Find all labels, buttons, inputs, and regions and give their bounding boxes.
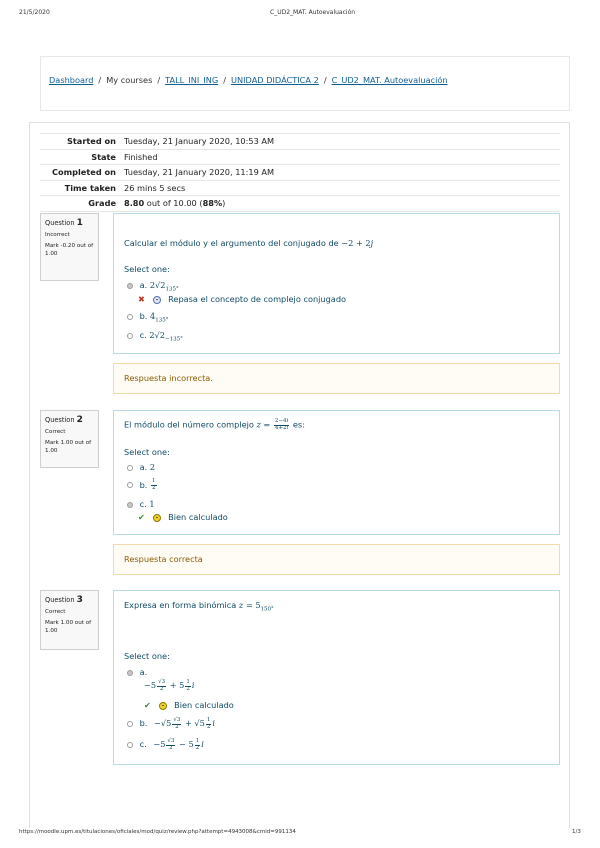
x-mark-icon: ✖	[138, 294, 145, 304]
summary-value: Tuesday, 21 January 2020, 11:19 AM	[120, 165, 560, 181]
summary-label: Completed on	[40, 165, 120, 181]
question-1-option-feedback	[138, 294, 346, 304]
grade-close: )	[222, 198, 226, 209]
question-3-option-feedback	[144, 700, 234, 710]
radio-button[interactable]	[127, 742, 133, 748]
happy-face-icon	[153, 514, 161, 522]
print-title: C_UD2_MAT. Autoevaluación	[270, 9, 356, 16]
breadcrumb	[49, 75, 448, 85]
option-letter: a.	[139, 280, 148, 290]
breadcrumb-separator: /	[98, 75, 102, 85]
question-number-value: 3	[76, 595, 83, 605]
summary-label: Time taken	[40, 180, 120, 196]
summary-label: Grade	[40, 196, 120, 212]
feedback-text: Respuesta correcta	[124, 554, 203, 564]
question-2-content	[113, 410, 560, 535]
option-b-formula: $\frac{1}{2}$	[152, 478, 156, 491]
summary-label: State	[40, 149, 120, 165]
select-one-label: Select one:	[124, 447, 170, 457]
question-number	[45, 415, 94, 425]
question-state: Incorrect	[45, 232, 70, 238]
question-mark: Mark 1.00 out of 1.00	[45, 620, 92, 635]
question-2-general-feedback	[113, 544, 560, 575]
grade-percent: 88%	[202, 198, 223, 209]
question-3-formula: z	[238, 600, 244, 610]
question-2-info	[40, 410, 99, 468]
question-state: Correct	[45, 429, 66, 435]
summary-row-grade	[40, 196, 560, 212]
question-2-option-a[interactable]	[127, 462, 155, 472]
question-prefix: Question	[45, 596, 75, 604]
summary-row-time-taken	[40, 180, 560, 196]
radio-button[interactable]	[127, 502, 133, 508]
radio-button[interactable]	[127, 670, 133, 676]
happy-face-icon	[159, 702, 167, 710]
print-date: 21/5/2020	[19, 9, 50, 16]
summary-row-state	[40, 149, 560, 165]
summary-value: Tuesday, 21 January 2020, 10:53 AM	[120, 134, 560, 150]
question-1-info	[40, 213, 99, 281]
question-1-option-c[interactable]	[127, 330, 183, 343]
question-2-text: El módulo del número complejo z = $\frac{2-4i}{4+2i}$ es:	[124, 418, 305, 431]
check-mark-icon: ✔	[144, 700, 151, 710]
question-2-option-c[interactable]	[127, 499, 155, 509]
radio-button[interactable]	[127, 721, 133, 727]
radio-button[interactable]	[127, 314, 133, 320]
breadcrumb-course-link[interactable]: TALL_INI_ING	[165, 75, 219, 85]
feedback-text: Respuesta incorrecta.	[124, 373, 213, 383]
question-1-text	[124, 238, 373, 248]
question-2-option-feedback	[138, 512, 228, 522]
option-letter: b.	[139, 311, 148, 321]
question-1-formula: −2 + 2j	[341, 238, 374, 248]
question-number	[45, 218, 94, 228]
question-number-value: 1	[76, 218, 83, 228]
question-text: El módulo del número complejo	[124, 419, 254, 430]
option-feedback-text: Bien calculado	[174, 700, 234, 710]
option-b-formula: $4_{135^\circ}$	[150, 311, 169, 324]
breadcrumb-dashboard-link[interactable]: Dashboard	[49, 75, 94, 85]
print-url: https://moodle.upm.es/titulaciones/oficiales/mod/quiz/review.php?attempt=4943008&cmid=991134	[19, 829, 296, 835]
grade-out-of: out of 10.00 (	[144, 198, 203, 209]
question-text-end: es:	[292, 419, 305, 430]
grade-score: 8.80	[124, 198, 145, 209]
summary-row-started	[40, 134, 560, 150]
question-3-content	[113, 590, 560, 765]
select-one-label: Select one:	[124, 651, 170, 661]
option-c-formula: −5 $\frac{√3}{2}$ − 5 $\frac{1}{2}$ i	[153, 738, 204, 751]
option-feedback-text: Bien calculado	[168, 512, 228, 522]
question-number-value: 2	[76, 415, 83, 425]
question-1-content	[113, 213, 560, 354]
option-a-formula: $2√2_{135^\circ}$	[149, 280, 179, 293]
question-mark: Mark 1.00 out of 1.00	[45, 440, 92, 455]
breadcrumb-container	[40, 56, 570, 111]
option-letter: c.	[139, 499, 147, 509]
option-letter: a.	[139, 462, 148, 472]
question-text: Calcular el módulo y el argumento del conjugado de	[124, 238, 339, 248]
option-b-formula: −√5 $\frac{√3}{2}$ + √5 $\frac{1}{2}$ i	[154, 717, 215, 730]
option-letter: a.	[139, 667, 148, 677]
radio-button[interactable]	[127, 333, 133, 339]
breadcrumb-separator: /	[323, 75, 327, 85]
question-prefix: Question	[45, 416, 75, 424]
option-c-formula: $2√2_{-135^\circ}$	[149, 330, 183, 343]
breadcrumb-separator: /	[223, 75, 226, 85]
question-1-general-feedback	[113, 363, 560, 394]
summary-value: 26 mins 5 secs	[120, 180, 560, 196]
question-2-formula: z	[256, 419, 261, 430]
summary-row-completed	[40, 165, 560, 181]
question-mark: Mark -0.20 out of 1.00	[45, 243, 94, 258]
option-a-formula: 2	[149, 462, 156, 472]
question-state: Correct	[45, 609, 66, 615]
option-letter: b.	[139, 479, 148, 490]
question-number	[45, 595, 94, 605]
question-3-option-a[interactable]	[127, 667, 147, 677]
option-letter: c.	[139, 330, 147, 340]
check-mark-icon: ✔	[138, 512, 145, 522]
sad-face-icon	[153, 296, 161, 304]
select-one-label: Select one:	[124, 264, 170, 274]
question-2-option-b[interactable]	[127, 479, 158, 491]
option-feedback-text: Repasa el concepto de complejo conjugado	[168, 294, 347, 304]
summary-value: Finished	[120, 149, 560, 165]
question-3-text: Expresa en forma binómica $z = 5_{150^\circ}$	[124, 600, 274, 613]
breadcrumb-quiz-link[interactable]: C_UD2_MAT. Autoevaluación	[331, 75, 448, 85]
breadcrumb-separator: /	[157, 75, 161, 85]
breadcrumb-unit-link[interactable]: UNIDAD DIDÁCTICA 2	[231, 75, 319, 85]
breadcrumb-my-courses: My courses	[106, 75, 153, 85]
option-letter: b.	[139, 718, 148, 728]
question-3-option-c[interactable]	[127, 739, 204, 751]
question-3-option-b[interactable]	[127, 718, 215, 730]
question-1-option-b[interactable]	[127, 311, 169, 324]
attempt-summary-table	[40, 133, 560, 212]
summary-label: Started on	[40, 134, 120, 150]
option-letter: c.	[139, 739, 147, 749]
radio-button[interactable]	[127, 465, 133, 471]
print-page: 1/3	[572, 829, 581, 835]
radio-button[interactable]	[127, 482, 133, 488]
option-c-formula: 1	[149, 499, 155, 509]
question-text: Expresa en forma binómica	[124, 600, 237, 610]
summary-value	[120, 196, 560, 212]
question-prefix: Question	[45, 219, 75, 227]
question-3-info	[40, 590, 99, 650]
option-a-formula: −5 $\frac{√3}{2}$ + 5 $\frac{1}{2}$ i	[144, 679, 195, 692]
radio-button[interactable]	[127, 283, 133, 289]
question-2-fraction: $\frac{2-4i}{4+2i}$	[274, 418, 289, 431]
question-1-option-a[interactable]	[127, 280, 179, 293]
